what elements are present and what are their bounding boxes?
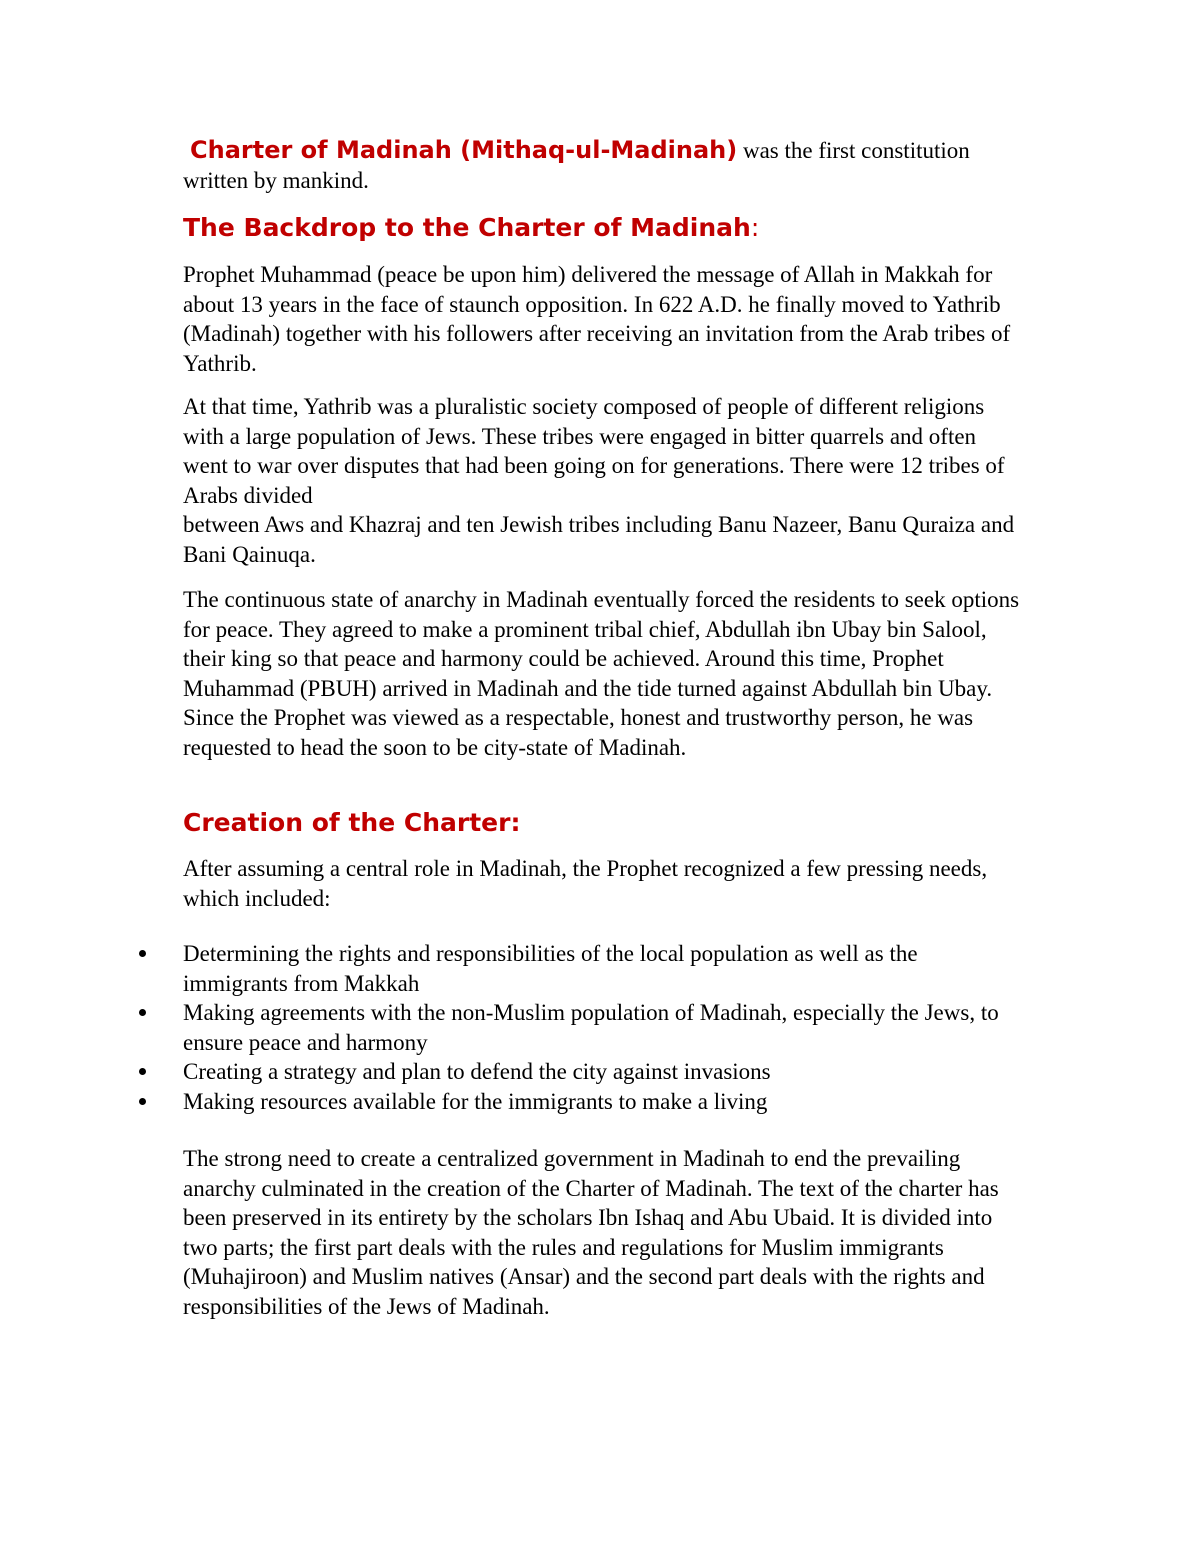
- backdrop-paragraph-1: Prophet Muhammad (peace be upon him) delivered the message of Allah in Makkah for about 13 years in the face of staunch opposition. In 622 A.D. he finally moved to Yathrib (Madinah) together with his followers after receiving an invitation from the Arab tribes of Yathrib.: [183, 262, 1011, 376]
- list-item-text: Creating a strategy and plan to defend the city against invasions: [183, 1059, 771, 1084]
- list-item: [183, 998, 1023, 1057]
- section-heading-creation: Creation of the Charter:: [183, 808, 521, 837]
- backdrop-paragraph-3: between Aws and Khazraj and ten Jewish tribes including Banu Nazeer, Banu Quraiza and Bani Qainuqa.: [183, 512, 1015, 567]
- backdrop-paragraph-4: The continuous state of anarchy in Madinah eventually forced the residents to seek options for peace. They agreed to make a prominent tribal chief, Abdullah ibn Ubay bin Salool, their king so that peace and harmony could be achieved. Around this time, Prophet Muhammad (PBUH) arrived in Madinah and the tide turned against Abdullah bin Ubay. Since the Prophet was viewed as a respectable, honest and trustworthy person, he was requested to head the soon to be city-state of Madinah.: [183, 587, 1020, 760]
- bullet-icon: [139, 1098, 146, 1105]
- list-item-text: Making resources available for the immigrants to make a living: [183, 1088, 768, 1114]
- needs-list: [183, 939, 1023, 1116]
- list-item: [183, 1057, 1023, 1087]
- backdrop-paragraph-2: At that time, Yathrib was a pluralistic society composed of people of different religions with a large population of Jews. These tribes were engaged in bitter quarrels and often went to war over disputes that had been going on for generations. There were 12 tribes of Arabs divided: [183, 394, 1005, 508]
- list-item: [183, 1087, 1023, 1117]
- closing-paragraph: The strong need to create a centralized government in Madinah to end the prevailing anarchy culminated in the creation of the Charter of Madinah. The text of the charter has been preserved in its entirety by the scholars Ibn Ishaq and Abu Ubaid. It is divided into two parts; the first part deals with the rules and regulations for Muslim immigrants (Muhajiroon) and Muslim natives (Ansar) and the second part deals with the rights and responsibilities of the Jews of Madinah.: [183, 1146, 999, 1319]
- bullet-icon: [139, 950, 146, 957]
- creation-intro-paragraph: After assuming a central role in Madinah, the Prophet recognized a few pressing needs, which included:: [183, 856, 988, 911]
- intro-text: was the first constitution written by mankind.: [183, 138, 970, 193]
- intro-paragraph: [183, 136, 1023, 195]
- list-item-text: Making agreements with the non-Muslim population of Madinah, especially the Jews, to ensure peace and harmony: [183, 1000, 999, 1055]
- bullet-icon: [139, 1009, 146, 1016]
- section-heading-backdrop: [183, 212, 1023, 244]
- document-title: Charter of Madinah (Mithaq-ul-Madinah): [190, 136, 738, 164]
- bullet-icon: [139, 1068, 146, 1075]
- list-item: [183, 939, 1023, 998]
- section-heading-backdrop-text: The Backdrop to the Charter of Madinah: [183, 213, 751, 242]
- heading-colon: :: [750, 213, 760, 242]
- list-item-text: Determining the rights and responsibilities of the local population as well as the immigrants from Makkah: [183, 941, 918, 996]
